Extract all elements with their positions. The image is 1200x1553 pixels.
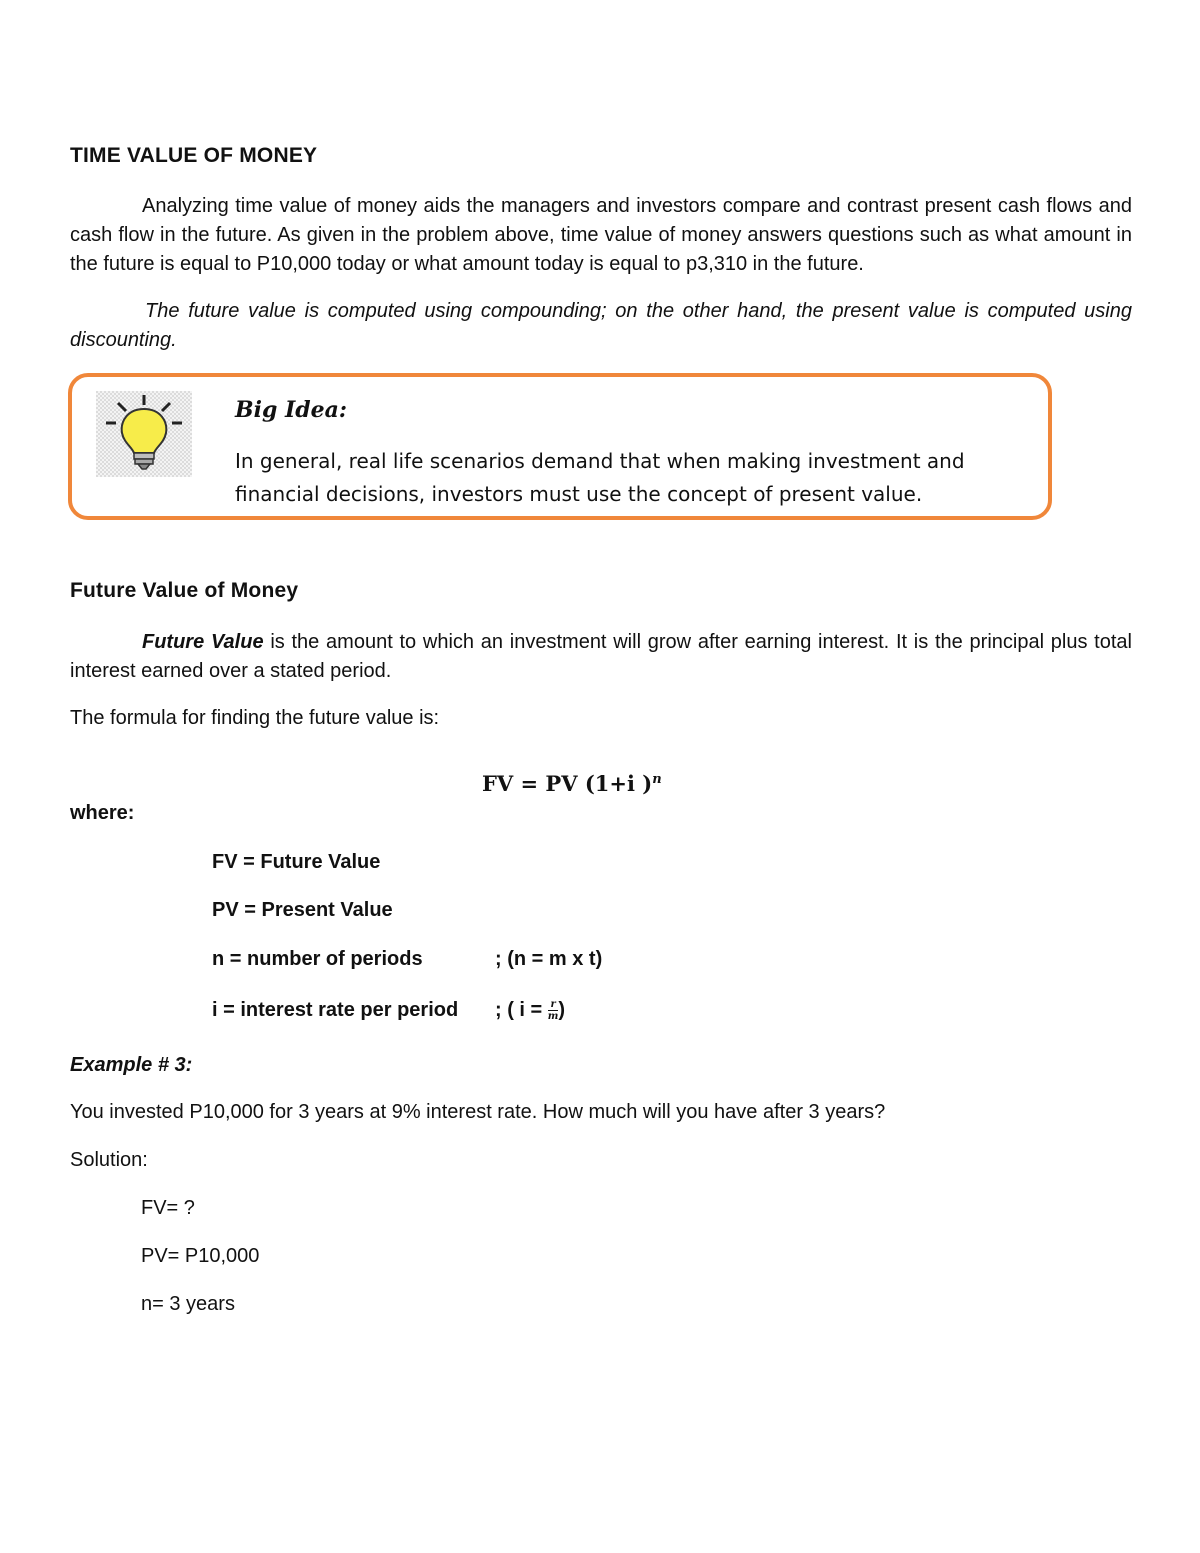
future-value-term: Future Value: [142, 631, 264, 653]
page-title: TIME VALUE OF MONEY: [70, 144, 318, 167]
def-i-fraction-num: r: [548, 999, 559, 1011]
def-i-note: [495, 996, 565, 1025]
solution-label: Solution:: [70, 1149, 148, 1171]
intro-paragraph: Analyzing time value of money aids the managers and investors compare and contrast present cash flows and cash flow in the future. As given in the problem above, time value of money answers questions such as what amount in the future is equal to P10,000 today or what amount today is equal to p3,310 in the future.: [70, 195, 1132, 275]
big-idea-callout: [68, 373, 1052, 520]
formula-exponent: n: [652, 772, 662, 787]
given-fv: FV= ?: [141, 1197, 195, 1219]
big-idea-text-line1: In general, real life scenarios demand that when making investment and: [235, 449, 965, 473]
formula-main: FV = PV (1+i ): [482, 771, 653, 796]
def-pv: PV = Present Value: [212, 899, 393, 921]
future-value-formula: [482, 771, 662, 796]
given-n: n= 3 years: [141, 1293, 235, 1315]
def-i-fraction: [548, 999, 559, 1022]
example-problem: You invested P10,000 for 3 years at 9% interest rate. How much will you have after 3 years?: [70, 1101, 886, 1123]
intro-italic-note: The future value is computed using compounding; on the other hand, the present value is computed using discounting.: [70, 300, 1132, 351]
where-label: where:: [70, 802, 135, 824]
def-i-fraction-den: m: [547, 1011, 559, 1023]
def-n: n = number of periods: [212, 948, 423, 970]
future-value-heading: Future Value of Money: [70, 579, 299, 602]
future-value-definition-text: is the amount to which an investment will grow after earning interest. It is the principal plus total interest earned over a stated period.: [70, 631, 1132, 682]
given-pv: PV= P10,000: [141, 1245, 260, 1267]
def-n-note: ; (n = m x t): [495, 948, 603, 970]
example-label: Example # 3:: [70, 1054, 193, 1076]
lightbulb-icon: [96, 391, 192, 477]
def-i: i = interest rate per period: [212, 999, 459, 1021]
def-fv: FV = Future Value: [212, 851, 381, 873]
def-i-note-suffix: ): [558, 999, 566, 1021]
future-value-definition: [70, 628, 1132, 686]
big-idea-text-line2: financial decisions, investors must use the concept of present value.: [235, 482, 923, 506]
formula-intro: The formula for finding the future value is:: [70, 707, 440, 729]
big-idea-title: Big Idea:: [235, 397, 348, 423]
def-i-note-prefix: ; ( i =: [495, 999, 548, 1021]
